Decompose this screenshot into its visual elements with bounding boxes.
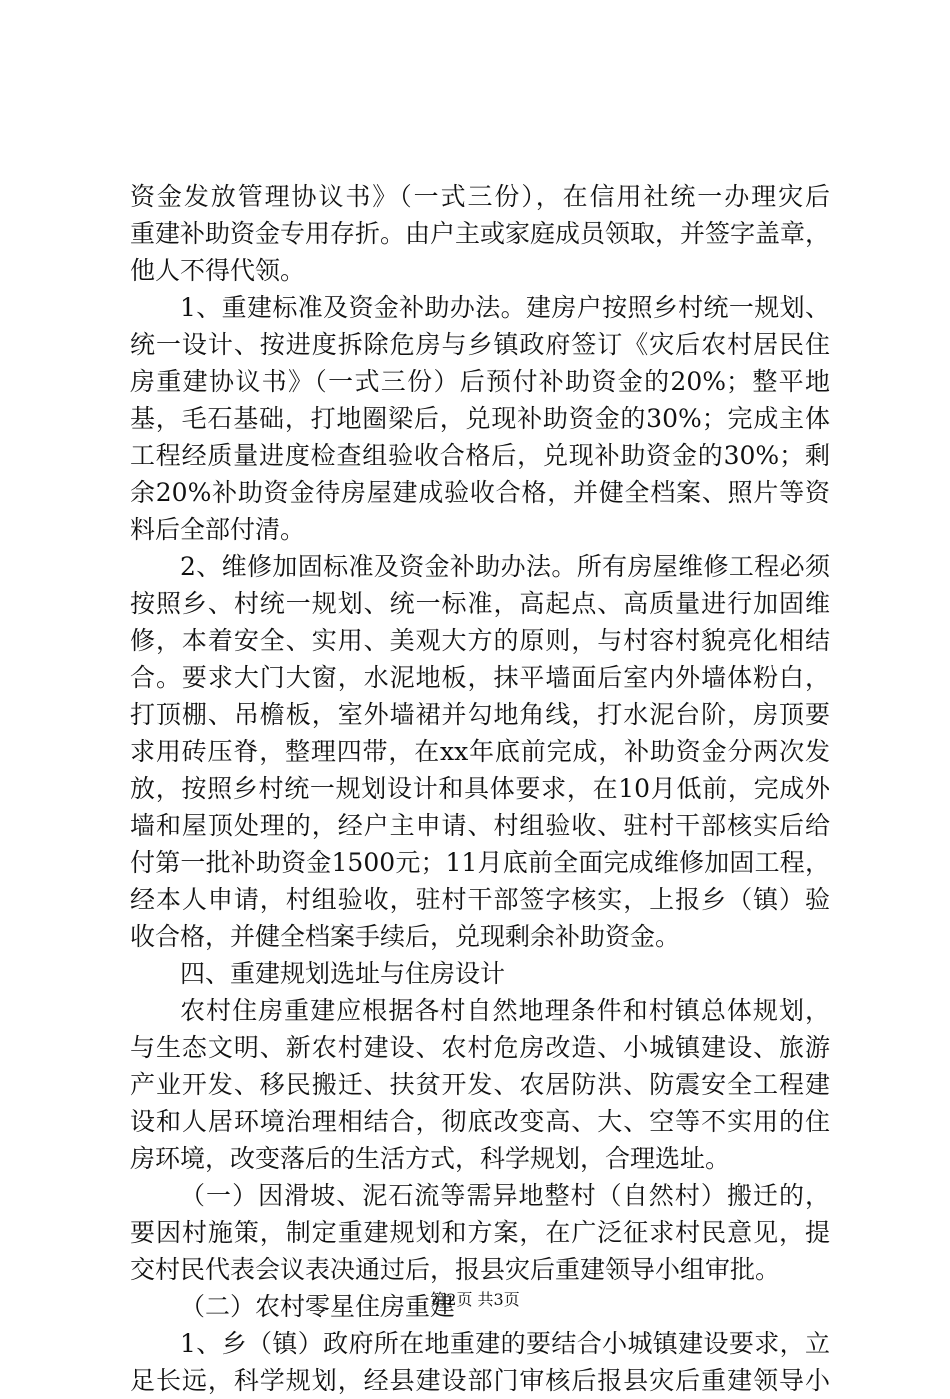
text-line: 足长远，科学规划，经县建设部门审核后报县灾后重建领导小 bbox=[130, 1366, 830, 1395]
text-line: 求用砖压脊，整理四带，在xx年底前完成，补助资金分两次发 bbox=[130, 737, 830, 766]
text-line: （一）因滑坡、泥石流等需异地整村（自然村）搬迁的， bbox=[180, 1181, 830, 1210]
text-line: 重建补助资金专用存折。由户主或家庭成员领取，并签字盖章， bbox=[130, 219, 831, 248]
text-line: 打顶棚、吊檐板，室外墙裙并勾地角线，打水泥台阶，房顶要 bbox=[130, 700, 830, 729]
text-line: 收合格，并健全档案手续后，兑现剩余补助资金。 bbox=[130, 922, 681, 951]
text-line: 基，毛石基础，打地圈梁后，兑现补助资金的30%；完成主体 bbox=[130, 404, 830, 433]
text-line: 交村民代表会议表决通过后，报县灾后重建领导小组审批。 bbox=[130, 1255, 781, 1284]
page-footer: 第2页 共3页 bbox=[430, 1290, 520, 1309]
text-line: 资金发放管理协议书》（一式三份），在信用社统一办理灾后 bbox=[130, 182, 830, 211]
text-line: 要因村施策，制定重建规划和方案，在广泛征求村民意见，提 bbox=[130, 1218, 830, 1247]
text-line: 产业开发、移民搬迁、扶贫开发、农居防洪、防震安全工程建 bbox=[130, 1070, 830, 1099]
text-line: 经本人申请，村组验收，驻村干部签字核实，上报乡（镇）验 bbox=[130, 885, 830, 914]
text-line: 放，按照乡村统一规划设计和具体要求，在10月低前，完成外 bbox=[130, 774, 830, 803]
text-line: 按照乡、村统一规划、统一标准，高起点、高质量进行加固维 bbox=[130, 589, 830, 618]
text-line: 统一设计、按进度拆除危房与乡镇政府签订《灾后农村居民住 bbox=[130, 330, 830, 359]
text-line: 付第一批补助资金1500元；11月底前全面完成维修加固工程， bbox=[130, 848, 830, 877]
text-line: 1、乡（镇）政府所在地重建的要结合小城镇建设要求，立 bbox=[180, 1329, 830, 1358]
text-line: 2、维修加固标准及资金补助办法。所有房屋维修工程必须 bbox=[180, 552, 830, 581]
text-line: 合。要求大门大窗，水泥地板，抹平墙面后室内外墙体粉白， bbox=[130, 663, 830, 692]
text-line: 工程经质量进度检查组验收合格后，兑现补助资金的30%；剩 bbox=[130, 441, 830, 470]
text-line: 余20%补助资金待房屋建成验收合格，并健全档案、照片等资 bbox=[130, 478, 830, 507]
text-line: 他人不得代领。 bbox=[130, 256, 306, 285]
text-line: 四、重建规划选址与住房设计 bbox=[180, 959, 506, 988]
text-line: 修，本着安全、实用、美观大方的原则，与村容村貌亮化相结 bbox=[130, 626, 830, 655]
text-line: 设和人居环境治理相结合，彻底改变高、大、空等不实用的住 bbox=[130, 1107, 830, 1136]
text-line: 料后全部付清。 bbox=[130, 515, 306, 544]
document-body bbox=[130, 178, 830, 1399]
text-line: （二）农村零星住房重建 bbox=[180, 1292, 456, 1321]
text-line: 墙和屋顶处理的，经户主申请、村组验收、驻村干部核实后给 bbox=[130, 811, 830, 840]
text-line: 1、重建标准及资金补助办法。建房户按照乡村统一规划、 bbox=[180, 293, 830, 322]
text-line: 与生态文明、新农村建设、农村危房改造、小城镇建设、旅游 bbox=[130, 1033, 830, 1062]
text-line: 房环境，改变落后的生活方式，科学规划，合理选址。 bbox=[130, 1144, 731, 1173]
text-line: 农村住房重建应根据各村自然地理条件和村镇总体规划， bbox=[180, 996, 830, 1025]
text-line: 房重建协议书》（一式三份）后预付补助资金的20%；整平地 bbox=[130, 367, 830, 396]
